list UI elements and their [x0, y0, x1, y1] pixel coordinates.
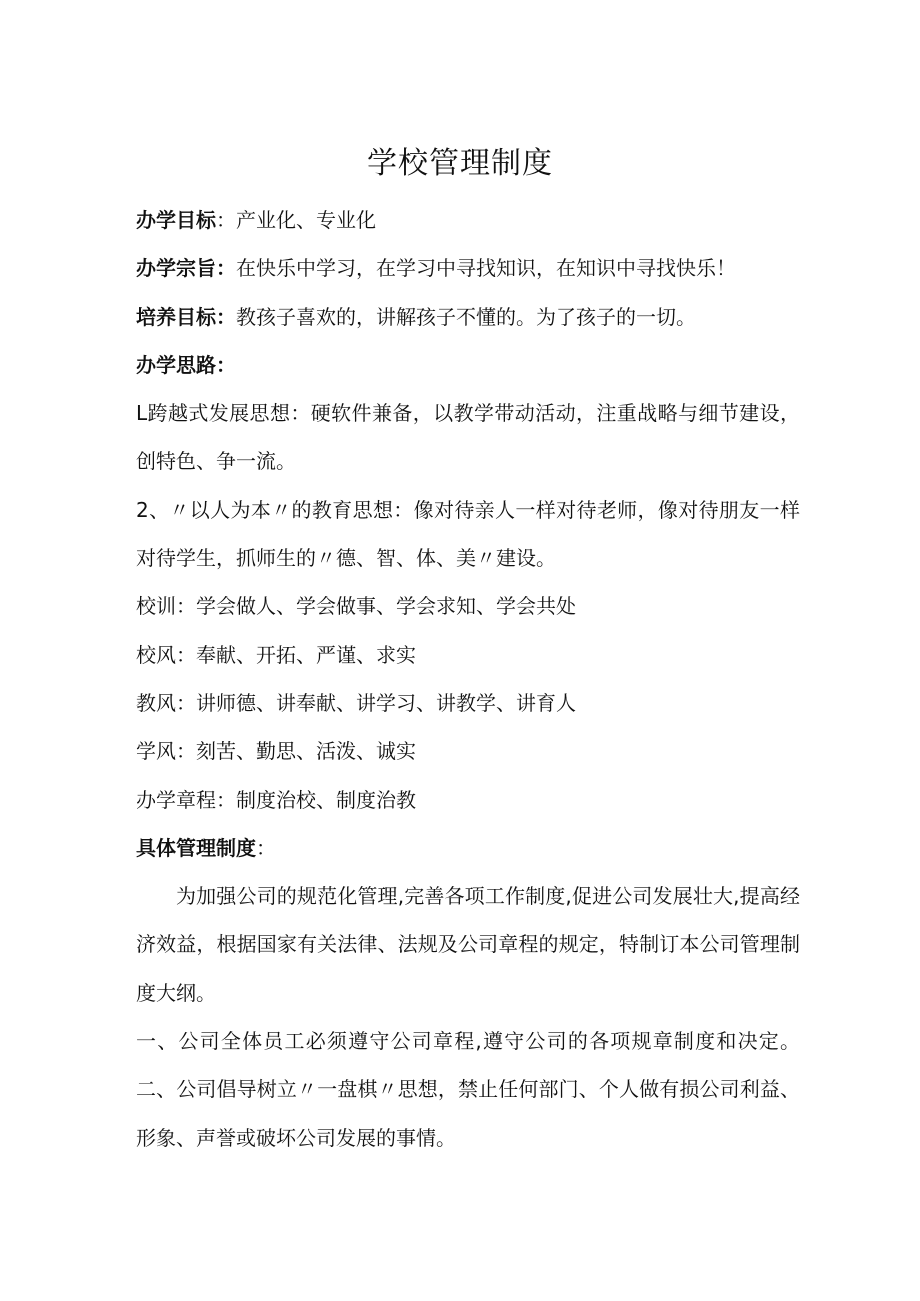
training-line	[136, 293, 800, 341]
teaching-style-line: 教风：讲师德、讲奉献、讲学习、讲教学、讲育人	[136, 690, 576, 715]
management-colon: ：	[256, 835, 276, 860]
thinking-item-2: 2、〃以人为本〃的教育思想：像对待亲人一样对待老师，像对待朋友一样对待学生，抓师生的〃德、智、体、美〃建设。	[136, 497, 800, 571]
school-style-line: 校风：奉献、开拓、严谨、求实	[136, 642, 416, 667]
training-label: 培养目标：	[136, 304, 236, 329]
goal-line	[136, 196, 800, 244]
charter-line: 办学章程：制度治校、制度治教	[136, 787, 416, 812]
management-label: 具体管理制度	[136, 835, 256, 860]
purpose-text: 在快乐中学习，在学习中寻找知识，在知识中寻找快乐！	[236, 256, 736, 281]
study-style-line: 学风：刻苦、勤思、活泼、诚实	[136, 739, 416, 764]
purpose-line	[136, 244, 800, 292]
rules-paragraph: 一、公司全体员工必须遵守公司章程,遵守公司的各项规章制度和决定。二、公司倡导树立〃一盘棋〃思想，禁止任何部门、个人做有损公司利益、形象、声誉或破坏公司发展的事情。	[136, 1029, 800, 1150]
training-text: 教孩子喜欢的，讲解孩子不懂的。为了孩子的一切。	[236, 304, 696, 329]
page-title: 学校管理制度	[367, 146, 553, 181]
thinking-heading: 办学思路：	[136, 352, 236, 377]
goal-text: ：产业化、专业化	[216, 208, 376, 232]
motto-line: 校训：学会做人、学会做事、学会求知、学会共处	[136, 594, 576, 619]
management-heading	[136, 824, 800, 872]
thinking-item-1: L跨越式发展思想：硬软件兼备，以教学带动活动，注重战略与细节建设，创特色、争一流。	[136, 401, 800, 474]
purpose-label: 办学宗旨：	[136, 256, 236, 281]
document-body	[136, 196, 800, 1162]
goal-label: 办学目标	[136, 208, 216, 232]
intro-paragraph: 为加强公司的规范化管理,完善各项工作制度,促进公司发展壮大,提高经济效益，根据国家有关法律、法规及公司章程的规定，特制订本公司管理制度大纲。	[136, 884, 800, 1005]
